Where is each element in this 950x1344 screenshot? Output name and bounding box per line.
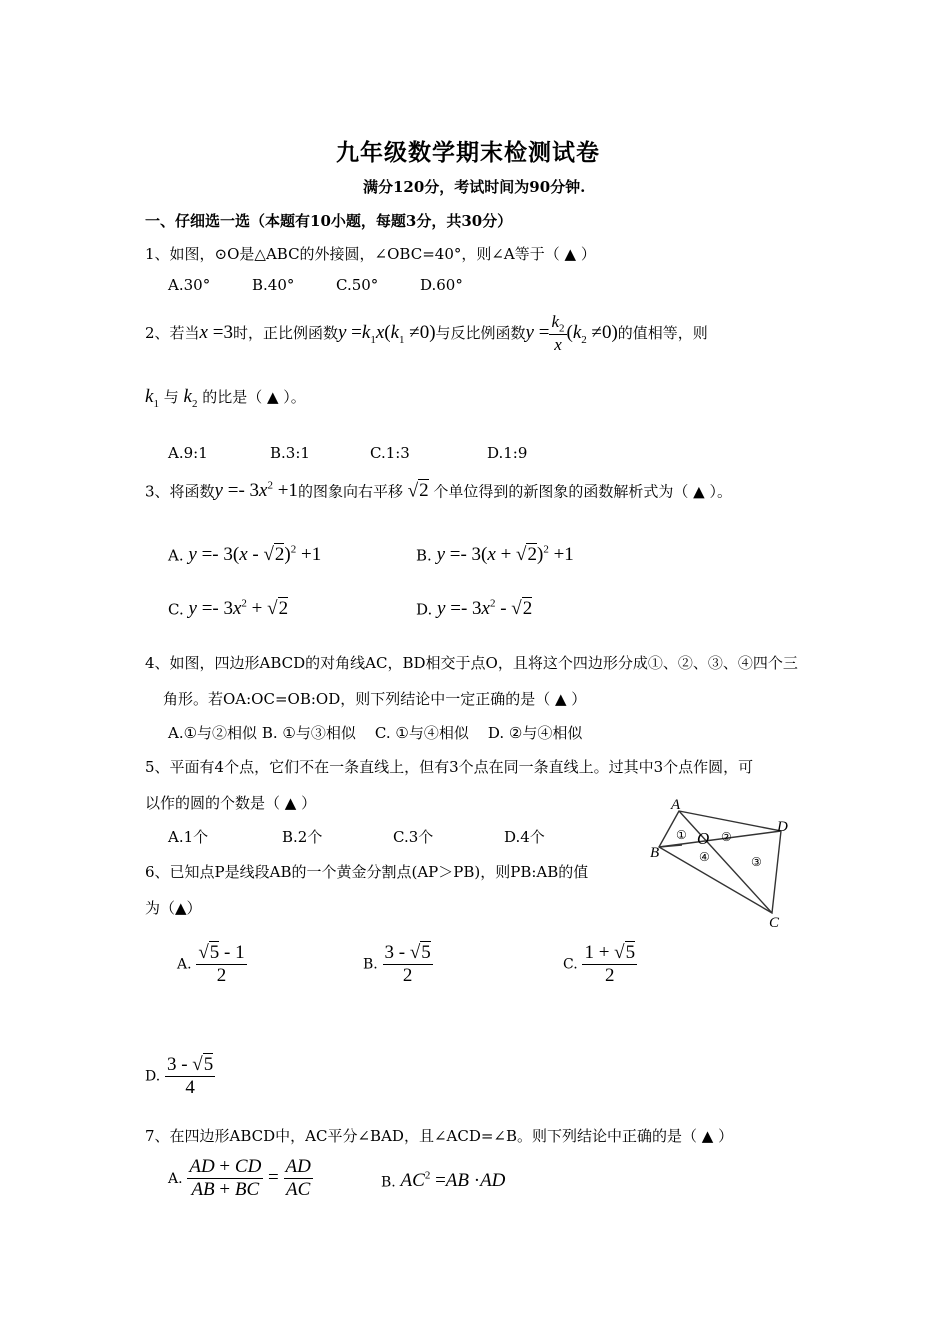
question-5-line2: 以作的圆的个数是（ ▲ ） — [145, 794, 317, 812]
q7-option-a — [168, 1156, 313, 1201]
question-4-line2: 角形。若OA:OC=OB:OD，则下列结论中一定正确的是（ ▲ ） — [163, 690, 587, 708]
q2-mid1: 时，正比例函数 — [232, 324, 338, 343]
q1-option-b: B.40° — [252, 276, 295, 294]
q2-option-b: B.3:1 — [270, 444, 310, 462]
exam-info: 满分120分，考试时间为90分钟. — [363, 178, 586, 196]
q2-yu: 与 — [163, 388, 179, 406]
q3-label-d: D. — [416, 600, 433, 619]
q2-k2: $k_2$ — [183, 386, 198, 410]
question-6-line2: 为（▲） — [145, 899, 202, 917]
q3-mid: 的图象向右平移 — [297, 482, 403, 501]
q7-label-a: A. — [168, 1170, 183, 1187]
segment-b-near-o — [659, 845, 682, 847]
region-3: ③ — [751, 855, 762, 869]
question-6-line1: 6、已知点P是线段AB的一个黄金分割点(AP＞PB)，则PB:AB的值 — [145, 863, 589, 881]
quadrilateral-outline — [659, 811, 781, 913]
q6-option-d — [145, 1054, 215, 1099]
q2-condition: x =3 — [199, 322, 233, 344]
label-d: D — [777, 819, 788, 835]
label-a: A — [671, 797, 681, 813]
q3-label-a: A. — [168, 546, 184, 565]
q7-expr-a: $\frac{AD + CD}{AB + BC}$ = $\frac{AD}{AC}$ — [189, 1156, 311, 1200]
q6-option-a — [177, 942, 247, 987]
question-7-stem: 7、在四边形ABCD中，AC平分∠BAD，且∠ACD=∠B。则下列结论中正确的是（ ▲ ） — [145, 1127, 734, 1145]
q6-label-b: B. — [363, 956, 378, 973]
question-4-line1: 4、如图，四边形ABCD的对角线AC，BD相交于点O，且将这个四边形分成①、②、③、④四个三 — [145, 654, 798, 672]
label-b: B — [650, 845, 660, 861]
q2-option-c: C.1:3 — [370, 444, 410, 462]
q3-shift: √2 — [402, 480, 429, 502]
q2-mid2: 与反比例函数 — [435, 324, 526, 343]
q6-option-b — [363, 942, 433, 987]
q3-function: $y =- 3x^2 +1$ — [214, 480, 298, 502]
quadrilateral-figure — [645, 795, 815, 935]
q7-option-b — [381, 1170, 505, 1192]
question-2-line1 — [145, 312, 708, 355]
q5-option-d: D.4个 — [504, 828, 545, 846]
q6-label-c: C. — [563, 956, 578, 973]
q2-direct-function: $y =k_1x(k_1 \ne 0)$ — [337, 322, 436, 346]
q2-suffix: 的值相等，则 — [617, 324, 708, 343]
q1-option-a: A.30° — [168, 276, 211, 294]
q6-expr-a: $\frac{√5 - 1}{2}$ — [198, 942, 245, 986]
q6-option-c — [563, 942, 637, 987]
region-4: ④ — [699, 850, 710, 864]
q2-prefix: 2、若当 — [145, 324, 200, 343]
q3-label-c: C. — [168, 600, 184, 619]
q2-line2-text: 的比是（ ▲ ）。 — [202, 388, 306, 406]
q2-inverse-function: y = $\frac{k_2}{x}$ $(k_2 \ne 0)$ — [525, 312, 618, 355]
q1-option-d: D.60° — [420, 276, 463, 294]
q3-label-b: B. — [416, 546, 432, 565]
label-c: C — [769, 915, 780, 931]
label-o: O — [697, 829, 710, 848]
q4-options: A.①与②相似 B. ①与③相似 C. ①与④相似 D. ②与④相似 — [168, 724, 583, 742]
q3-option-b — [416, 544, 574, 566]
q3-expr-a: y =- 3(x - √2)$^2$ +1 — [188, 544, 322, 566]
section-heading: 一、仔细选一选（本题有10小题，每题3分，共30分） — [145, 212, 513, 230]
q2-option-d: D.1:9 — [487, 444, 528, 462]
q6-label-d: D. — [145, 1068, 161, 1085]
q5-option-b: B.2个 — [282, 828, 323, 846]
question-3-stem — [145, 480, 732, 502]
q6-label-a: A. — [177, 956, 192, 973]
q7-label-b: B. — [381, 1174, 396, 1191]
region-1: ① — [676, 828, 687, 842]
q3-prefix: 3、将函数 — [145, 482, 215, 501]
question-2-line2 — [145, 386, 306, 410]
q5-option-a: A.1个 — [168, 828, 209, 846]
q6-expr-b: $\frac{3 - √5}{2}$ — [384, 942, 431, 986]
q2-option-a: A.9:1 — [168, 444, 208, 462]
q6-expr-c: $\frac{1 + √5}{2}$ — [584, 942, 636, 986]
q3-expr-d: $y =- 3x^2 - √2$ — [437, 598, 533, 620]
q3-option-d — [416, 598, 532, 620]
q3-suffix: 个单位得到的新图象的函数解析式为（ ▲ ）。 — [433, 482, 732, 501]
q1-option-c: C.50° — [336, 276, 379, 294]
question-5-line1: 5、平面有4个点，它们不在一条直线上，但有3个点在同一条直线上。过其中3个点作圆，可 — [145, 758, 754, 776]
q3-expr-c: $y =- 3x^2 + √2$ — [188, 598, 289, 620]
q2-k1: $k_1$ — [145, 386, 159, 410]
q7-expr-b: $AC^2 =AB \cdot AD$ — [400, 1170, 506, 1192]
region-2: ② — [721, 830, 732, 844]
q3-option-a — [168, 544, 321, 566]
q3-option-c — [168, 598, 288, 620]
page-title: 九年级数学期末检测试卷 — [336, 139, 600, 166]
q6-expr-d: $\frac{3 - √5}{4}$ — [166, 1054, 214, 1098]
q5-option-c: C.3个 — [393, 828, 434, 846]
question-1-stem: 1、如图，⊙O是△ABC的外接圆，∠OBC=40°，则∠A等于（ ▲ ） — [145, 245, 596, 263]
q3-expr-b: $y =- 3(x + √2)^2 +1$ — [436, 544, 574, 566]
